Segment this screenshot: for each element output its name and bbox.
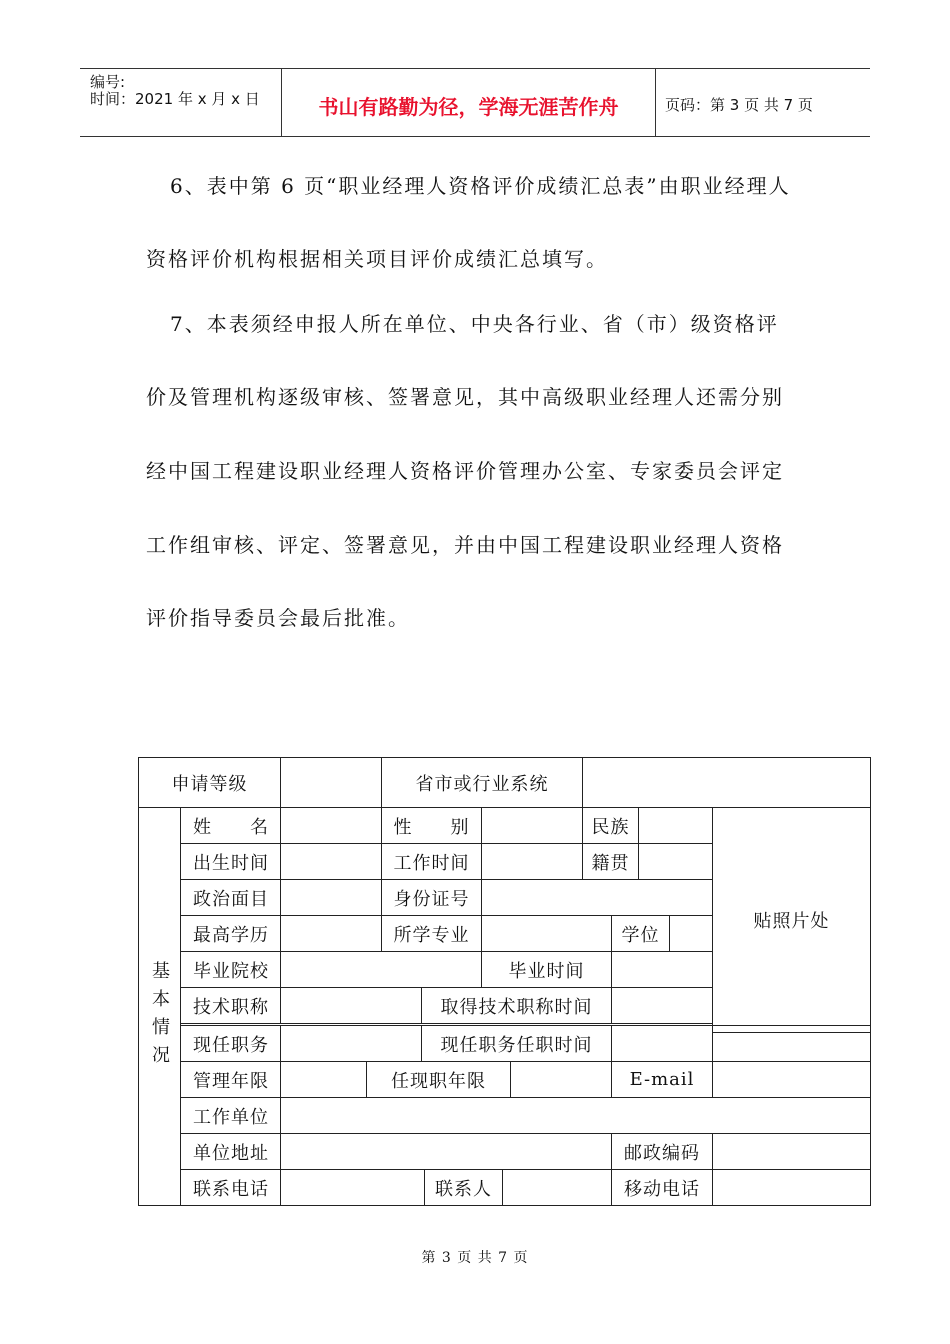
grad-time-label: 毕业时间: [481, 951, 612, 988]
paragraph-line-3: 7、本表须经申报人所在单位、中央各行业、省（市）级资格评: [170, 312, 779, 336]
province-system-field[interactable]: [582, 757, 871, 808]
mgmt-years-field[interactable]: [280, 1061, 367, 1098]
id-number-label: 身份证号: [381, 879, 482, 916]
current-post-label: 现任职务: [180, 1025, 281, 1062]
photo-placeholder: 贴照片处: [712, 807, 871, 1033]
major-field[interactable]: [481, 915, 612, 952]
major-label: 所学专业: [381, 915, 482, 952]
unit-address-label: 单位地址: [180, 1133, 281, 1170]
paragraph-line-7: 评价指导委员会最后批准。: [146, 606, 410, 630]
political-label: 政治面目: [180, 879, 281, 916]
phone-label: 联系电话: [180, 1169, 281, 1206]
school-label: 毕业院校: [180, 951, 281, 988]
phone-field[interactable]: [280, 1169, 425, 1206]
gender-field[interactable]: [481, 807, 583, 844]
page-footer: 第 3 页 共 7 页: [421, 1250, 529, 1266]
mobile-label: 移动电话: [611, 1169, 713, 1206]
doc-date-label: 时间：2021 年 x 月 x 日: [90, 90, 260, 108]
native-place-field[interactable]: [638, 843, 713, 880]
contact-label: 联系人: [424, 1169, 503, 1206]
apply-level-field[interactable]: [280, 757, 382, 808]
grad-time-field[interactable]: [611, 951, 713, 988]
tech-title-label: 技术职称: [180, 987, 281, 1024]
email-label: E-mail: [611, 1061, 713, 1098]
tech-title-time-field[interactable]: [611, 987, 713, 1024]
degree-field[interactable]: [669, 915, 713, 952]
native-place-label: 籍贯: [582, 843, 639, 880]
gender-label: 性 别: [381, 807, 482, 844]
school-field[interactable]: [280, 951, 482, 988]
id-number-field[interactable]: [481, 879, 713, 916]
email-field[interactable]: [712, 1061, 871, 1098]
current-level-years-label: 任现职年限: [366, 1061, 511, 1098]
current-post-extra-field[interactable]: [712, 1025, 871, 1062]
political-field[interactable]: [280, 879, 382, 916]
name-label: 姓 名: [180, 807, 281, 844]
mobile-field[interactable]: [712, 1169, 871, 1206]
mgmt-years-label: 管理年限: [180, 1061, 281, 1098]
header-meta: [80, 69, 281, 136]
header-page-label: 页码：第 3 页 共 7 页: [665, 96, 813, 114]
current-post-time-label: 现任职务任职时间: [421, 1025, 612, 1062]
current-post-time-field[interactable]: [611, 1025, 713, 1062]
paragraph-line-2: 资格评价机构根据相关项目评价成绩汇总填写。: [146, 247, 608, 271]
section-title-basic-info: 基 本 情 况: [152, 961, 170, 1066]
current-level-years-field[interactable]: [510, 1061, 612, 1098]
postcode-label: 邮政编码: [611, 1133, 713, 1170]
ethnicity-field[interactable]: [638, 807, 713, 844]
education-field[interactable]: [280, 915, 382, 952]
contact-field[interactable]: [502, 1169, 612, 1206]
work-unit-field[interactable]: [280, 1097, 871, 1134]
birth-label: 出生时间: [180, 843, 281, 880]
tech-title-field[interactable]: [280, 987, 422, 1024]
paragraph-line-6: 工作组审核、评定、签署意见，并由中国工程建设职业经理人资格: [146, 533, 784, 557]
header-motto-cell: [281, 69, 656, 136]
current-post-field[interactable]: [280, 1025, 422, 1062]
page-header: [80, 68, 870, 137]
paragraph-line-4: 价及管理机构逐级审核、签署意见，其中高级职业经理人还需分别: [146, 385, 784, 409]
degree-label: 学位: [611, 915, 670, 952]
work-time-field[interactable]: [481, 843, 583, 880]
name-field[interactable]: [280, 807, 382, 844]
birth-field[interactable]: [280, 843, 382, 880]
header-page-cell: [655, 69, 870, 136]
postcode-field[interactable]: [712, 1133, 871, 1170]
education-label: 最高学历: [180, 915, 281, 952]
doc-number-label: 编号:: [90, 73, 126, 91]
work-time-label: 工作时间: [381, 843, 482, 880]
tech-title-time-label: 取得技术职称时间: [421, 987, 612, 1024]
header-motto: 书山有路勤为径，学海无涯苦作舟: [318, 95, 619, 119]
unit-address-field[interactable]: [280, 1133, 612, 1170]
work-unit-label: 工作单位: [180, 1097, 281, 1134]
paragraph-line-5: 经中国工程建设职业经理人资格评价管理办公室、专家委员会评定: [146, 459, 784, 483]
province-system-label: 省市或行业系统: [381, 757, 583, 808]
apply-level-label: 申请等级: [138, 757, 281, 808]
paragraph-line-1: 6、表中第 6 页“职业经理人资格评价成绩汇总表”由职业经理人: [170, 174, 791, 198]
ethnicity-label: 民族: [582, 807, 639, 844]
